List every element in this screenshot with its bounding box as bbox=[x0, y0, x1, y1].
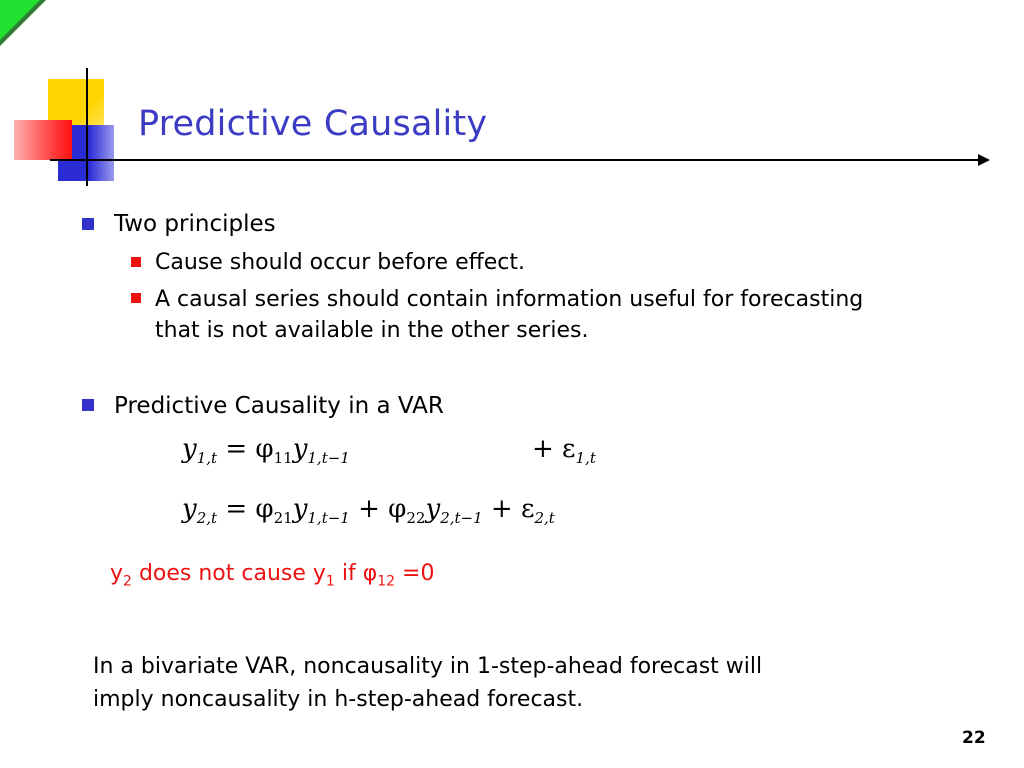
sub-bullet-square-icon bbox=[131, 257, 141, 267]
eq1-y-sub: 1,t−1 bbox=[307, 449, 350, 468]
var-equation-1-error bbox=[532, 434, 596, 467]
corner-triangle-inner-decoration bbox=[0, 0, 40, 40]
eq1-y: y bbox=[292, 434, 308, 464]
eq2-phi2-sub: 22 bbox=[406, 509, 426, 528]
arrowhead-icon bbox=[978, 154, 990, 166]
eq2-y2-sub: 2,t−1 bbox=[440, 509, 483, 528]
bullet-square-icon bbox=[82, 218, 94, 230]
red-bar-decoration bbox=[14, 120, 72, 160]
eq1-lhs: y bbox=[182, 434, 197, 464]
sub-bullet-information-line1: A causal series should contain information useful for forecasting bbox=[155, 287, 864, 312]
statement-middle: does not cause y bbox=[131, 561, 326, 586]
statement-y2-sub: 2 bbox=[123, 573, 132, 590]
eq2-phi1-sub: 21 bbox=[273, 509, 293, 528]
slide-title: Predictive Causality bbox=[138, 104, 488, 144]
bullet-predictive-causality-var: Predictive Causality in a VAR bbox=[114, 393, 444, 419]
eq2-phi2: φ bbox=[388, 494, 407, 524]
eq2-y1: y bbox=[292, 494, 308, 524]
eq1-equals: = bbox=[225, 434, 248, 464]
statement-if-phi: if φ bbox=[334, 561, 378, 586]
conclusion-text bbox=[93, 650, 762, 716]
eq2-plus-epsilon: + ε bbox=[490, 494, 535, 524]
eq1-plus-epsilon: + ε bbox=[532, 434, 576, 464]
var-equation-2 bbox=[182, 494, 555, 527]
sub-bullet-square-icon bbox=[131, 293, 141, 303]
page-number: 22 bbox=[962, 728, 986, 748]
eq2-phi1: φ bbox=[255, 494, 274, 524]
statement-y1-sub: 1 bbox=[325, 573, 335, 590]
conclusion-line-1: In a bivariate VAR, noncausality in 1-step-ahead forecast will bbox=[93, 654, 763, 679]
bullet-two-principles: Two principles bbox=[114, 211, 276, 237]
eq1-epsilon-sub: 1,t bbox=[575, 449, 596, 468]
eq1-phi-sub: 11 bbox=[273, 449, 293, 468]
var-equation-1 bbox=[182, 434, 350, 467]
bullet-square-icon bbox=[82, 399, 94, 411]
eq2-y2: y bbox=[425, 494, 441, 524]
noncausality-condition bbox=[110, 561, 434, 589]
statement-y2: y bbox=[110, 561, 124, 586]
sub-bullet-cause-before-effect: Cause should occur before effect. bbox=[155, 250, 526, 275]
eq2-lhs: y bbox=[182, 494, 197, 524]
statement-tail: =0 bbox=[395, 561, 435, 586]
vertical-rule bbox=[86, 68, 88, 186]
sub-bullet-information-line2: that is not available in the other series. bbox=[155, 318, 589, 343]
eq2-lhs-sub: 2,t bbox=[196, 509, 218, 528]
title-underline-rule bbox=[50, 159, 980, 161]
eq1-lhs-sub: 1,t bbox=[196, 449, 218, 468]
eq1-phi: φ bbox=[255, 434, 274, 464]
eq2-epsilon-sub: 2,t bbox=[534, 509, 555, 528]
statement-phi-sub: 12 bbox=[377, 573, 396, 590]
eq2-equals: = bbox=[225, 494, 248, 524]
eq2-plus: + bbox=[358, 494, 380, 524]
conclusion-line-2: imply noncausality in h-step-ahead forecast. bbox=[93, 687, 584, 712]
eq2-y1-sub: 1,t−1 bbox=[307, 509, 350, 528]
